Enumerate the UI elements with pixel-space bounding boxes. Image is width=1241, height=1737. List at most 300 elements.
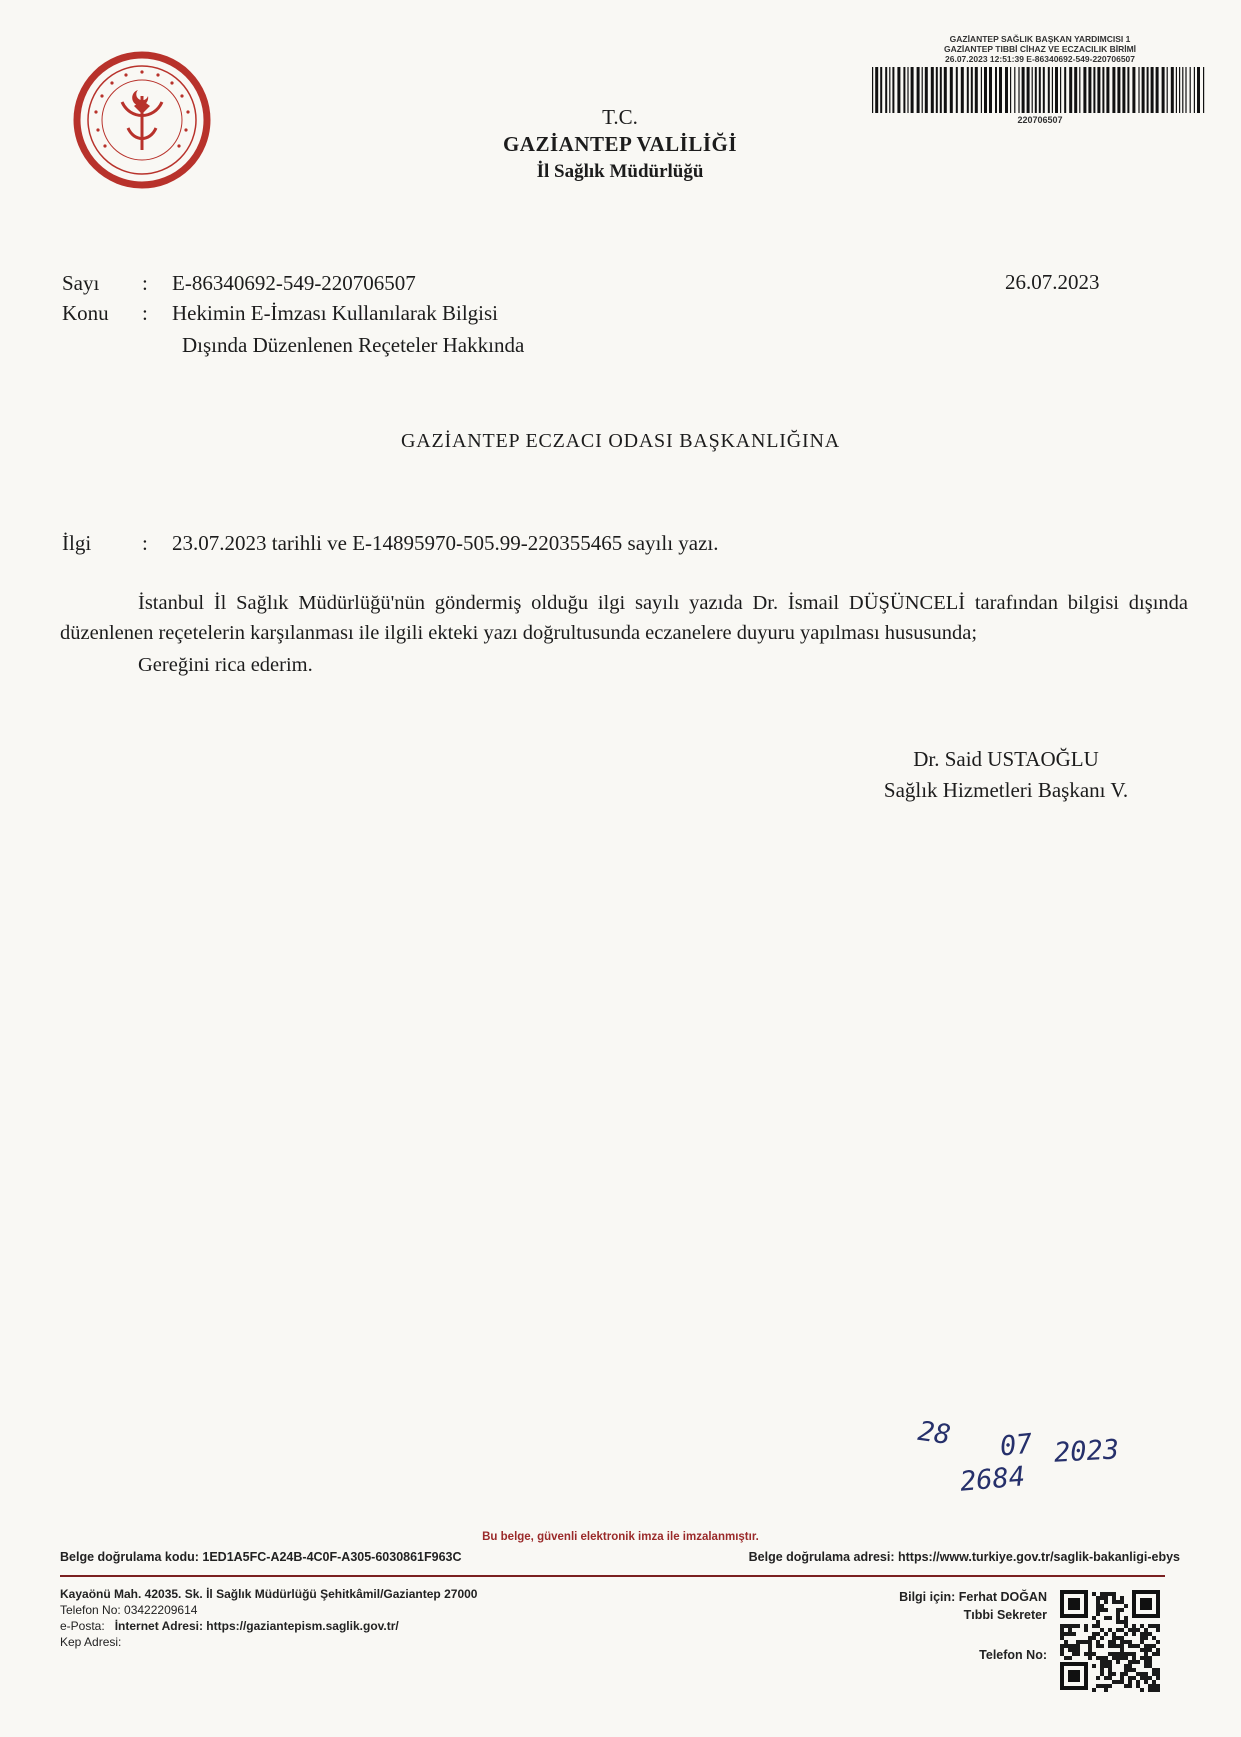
qr-module <box>1084 1652 1088 1656</box>
qr-module <box>1072 1648 1076 1652</box>
barcode-bar <box>1182 67 1183 113</box>
qr-module <box>1124 1632 1128 1636</box>
qr-module <box>1116 1608 1120 1612</box>
qr-module <box>1096 1612 1100 1616</box>
verification-code: Belge doğrulama kodu: 1ED1A5FC-A24B-4C0F-A305-6030861F963C <box>60 1550 462 1564</box>
qr-module <box>1120 1672 1124 1676</box>
qr-module <box>1092 1616 1096 1620</box>
qr-module <box>1104 1664 1108 1668</box>
phone-line: Telefon No: 03422209614 <box>60 1603 198 1617</box>
qr-module <box>1108 1660 1112 1664</box>
qr-module <box>1120 1608 1124 1612</box>
qr-module <box>1088 1656 1092 1660</box>
barcode-bar <box>1151 67 1154 113</box>
qr-module <box>1096 1604 1100 1608</box>
qr-module <box>1068 1624 1072 1628</box>
qr-module <box>1120 1620 1124 1624</box>
qr-module <box>1084 1624 1088 1628</box>
qr-module <box>1148 1660 1152 1664</box>
barcode-bar <box>1064 67 1066 113</box>
qr-module <box>1096 1608 1100 1612</box>
barcode-caption-1: GAZİANTEP SAĞLIK BAŞKAN YARDIMCISI 1 <box>949 34 1131 44</box>
qr-module <box>1060 1644 1064 1648</box>
qr-module <box>1112 1680 1116 1684</box>
qr-module <box>1128 1668 1132 1672</box>
qr-module <box>1128 1676 1132 1680</box>
barcode-bar <box>1083 67 1086 113</box>
qr-module <box>1116 1628 1120 1632</box>
qr-module <box>1132 1644 1136 1648</box>
barcode-bar <box>907 67 908 113</box>
barcode-bar <box>1190 67 1191 113</box>
qr-module <box>1108 1592 1112 1596</box>
barcode-bar <box>1093 67 1095 113</box>
qr-module <box>1064 1644 1068 1648</box>
qr-module <box>1112 1632 1116 1636</box>
barcode-bar <box>1005 67 1008 113</box>
qr-module <box>1152 1688 1156 1692</box>
qr-module <box>1128 1652 1132 1656</box>
barcode-bar <box>872 67 873 113</box>
barcode-bar <box>940 67 942 113</box>
barcode-bar <box>1106 67 1109 113</box>
qr-module <box>1148 1664 1152 1668</box>
qr-module <box>1112 1640 1116 1644</box>
qr-module <box>1128 1644 1132 1648</box>
sayi-row: Sayı : E-86340692-549-220706507 <box>62 268 416 298</box>
sayi-value: E-86340692-549-220706507 <box>172 271 416 295</box>
qr-module <box>1072 1624 1076 1628</box>
qr-module <box>1112 1672 1116 1676</box>
barcode-bar <box>1043 67 1045 113</box>
barcode-bar <box>989 67 992 113</box>
qr-module <box>1124 1656 1128 1660</box>
qr-module <box>1088 1652 1092 1656</box>
barcode-bar <box>981 67 982 113</box>
document-date: 26.07.2023 <box>1005 270 1100 294</box>
barcode-bar <box>1069 67 1072 113</box>
info-phone: Telefon No: <box>979 1648 1047 1662</box>
qr-module <box>1104 1688 1108 1692</box>
barcode-bar <box>1052 67 1053 113</box>
qr-module <box>1100 1668 1104 1672</box>
barcode-bar <box>1142 67 1145 113</box>
qr-module <box>1116 1616 1120 1620</box>
barcode-bar <box>1194 67 1195 113</box>
qr-module <box>1152 1672 1156 1676</box>
qr-module <box>1152 1684 1156 1688</box>
qr-module <box>1064 1640 1068 1644</box>
qr-module <box>1100 1660 1104 1664</box>
barcode-bar <box>975 67 978 113</box>
qr-module <box>1132 1652 1136 1656</box>
barcode-bar <box>1014 67 1015 113</box>
qr-module <box>1072 1652 1076 1656</box>
qr-module <box>1136 1660 1140 1664</box>
barcode-bar <box>1097 67 1100 113</box>
barcode-bar <box>1162 67 1165 113</box>
qr-module <box>1152 1636 1156 1640</box>
qr-module <box>1144 1628 1148 1632</box>
barcode-bar <box>1179 67 1180 113</box>
barcode-bar <box>995 67 997 113</box>
qr-code <box>1060 1590 1160 1695</box>
barcode-bar <box>936 67 938 113</box>
qr-module <box>1076 1640 1080 1644</box>
qr-module <box>1112 1656 1116 1660</box>
qr-module <box>1112 1596 1116 1600</box>
qr-module <box>1096 1656 1100 1660</box>
qr-module <box>1072 1632 1076 1636</box>
qr-module <box>1132 1656 1136 1660</box>
qr-module <box>1116 1652 1120 1656</box>
qr-module <box>1092 1624 1096 1628</box>
barcode-bar <box>961 67 964 113</box>
barcode-bar <box>1176 67 1177 113</box>
qr-module <box>1108 1640 1112 1644</box>
barcode-caption-2: GAZİANTEP TIBBİ CİHAZ VE ECZACILIK BİRİMİ <box>943 44 1137 54</box>
qr-module <box>1068 1648 1072 1652</box>
qr-module <box>1128 1640 1132 1644</box>
barcode-bar <box>1010 67 1011 113</box>
qr-module <box>1104 1660 1108 1664</box>
qr-module <box>1068 1632 1072 1636</box>
qr-module <box>1060 1624 1064 1628</box>
barcode-bar <box>1171 67 1174 113</box>
qr-module <box>1144 1644 1148 1648</box>
ilgi-row: İlgi : 23.07.2023 tarihli ve E-14895970-505.99-220355465 sayılı yazı. <box>62 528 719 558</box>
qr-module <box>1148 1656 1152 1660</box>
qr-module <box>1068 1656 1072 1660</box>
qr-module <box>1108 1672 1112 1676</box>
qr-module <box>1156 1688 1160 1692</box>
qr-module <box>1060 1648 1064 1652</box>
qr-module <box>1144 1656 1148 1660</box>
qr-module <box>1140 1624 1144 1628</box>
qr-module <box>1148 1688 1152 1692</box>
barcode-bar <box>1039 67 1041 113</box>
barcode-bar <box>1022 67 1025 113</box>
qr-module <box>1148 1632 1152 1636</box>
qr-module <box>1120 1676 1124 1680</box>
barcode-bar <box>911 67 914 113</box>
barcode-bar <box>1048 67 1050 113</box>
signer-title: Sağlık Hizmetleri Başkanı V. <box>883 778 1129 802</box>
qr-module <box>1132 1660 1136 1664</box>
qr-module <box>1120 1648 1124 1652</box>
qr-module <box>1156 1628 1160 1632</box>
barcode-bar <box>1027 67 1030 113</box>
qr-module <box>1148 1684 1152 1688</box>
qr-module <box>1140 1636 1144 1640</box>
qr-module <box>1120 1596 1124 1600</box>
qr-module <box>1136 1680 1140 1684</box>
qr-module <box>1124 1640 1128 1644</box>
qr-module <box>1076 1624 1080 1628</box>
qr-module <box>1120 1640 1124 1644</box>
qr-module <box>1152 1668 1156 1672</box>
qr-module <box>1092 1592 1096 1596</box>
signer-name: Dr. Said USTAOĞLU <box>913 747 1099 771</box>
barcode-bar <box>950 67 953 113</box>
qr-module <box>1120 1680 1124 1684</box>
barcode-number: 220706507 <box>1017 115 1063 125</box>
qr-module <box>1128 1684 1132 1688</box>
konu-line-1: Hekimin E-İmzası Kullanılarak Bilgisi <box>172 301 499 325</box>
handwritten-number: 2684 <box>958 1461 1027 1498</box>
barcode-bar <box>1132 67 1135 113</box>
qr-module <box>1100 1636 1104 1640</box>
qr-module <box>1136 1672 1140 1676</box>
country-label: T.C. <box>602 105 638 129</box>
qr-module <box>1108 1652 1112 1656</box>
qr-module <box>1144 1664 1148 1668</box>
barcode-bar <box>1018 67 1019 113</box>
qr-module <box>1156 1684 1160 1688</box>
internet-address[interactable]: İnternet Adresi: https://gaziantepism.saglik.gov.tr/ <box>114 1619 399 1633</box>
verification-url[interactable]: Belge doğrulama adresi: https://www.turkiye.gov.tr/saglik-bakanligi-ebys <box>748 1550 1180 1564</box>
qr-module <box>1112 1644 1116 1648</box>
barcode-bar <box>1117 67 1120 113</box>
qr-module <box>1156 1652 1160 1656</box>
qr-module <box>1148 1644 1152 1648</box>
barcode-bar <box>931 67 934 113</box>
qr-module <box>1060 1636 1064 1640</box>
konu-row: Konu : Hekimin E-İmzası Kullanılarak Bilgisi <box>62 298 498 328</box>
barcode-bar <box>1112 67 1115 113</box>
qr-module <box>1064 1624 1068 1628</box>
qr-module <box>1140 1656 1144 1660</box>
barcode-bar <box>1203 67 1204 113</box>
qr-module <box>1140 1688 1144 1692</box>
qr-module <box>1108 1644 1112 1648</box>
qr-module <box>1076 1652 1080 1656</box>
qr-module <box>1144 1660 1148 1664</box>
qr-module <box>1116 1656 1120 1660</box>
qr-module <box>1096 1684 1100 1688</box>
qr-module <box>1144 1652 1148 1656</box>
barcode-bar <box>1122 67 1125 113</box>
qr-module <box>1104 1632 1108 1636</box>
email-label: e-Posta: <box>60 1619 105 1633</box>
qr-module <box>1144 1672 1148 1676</box>
body-paragraph: İstanbul İl Sağlık Müdürlüğü'nün göndermiş olduğu ilgi sayılı yazıda Dr. İsmail DÜŞÜNCELİ tarafından bilgisi dışında düzenlenen reçetelerin karşılanması ile ilgili ekteki yazı doğrultusunda eczanelere duyuru yapılması hususunda; <box>60 592 1188 644</box>
qr-module <box>1156 1640 1160 1644</box>
qr-module <box>1096 1640 1100 1644</box>
qr-module <box>1104 1676 1108 1680</box>
contact-person-block <box>780 1588 1047 1664</box>
barcode-bar <box>1055 67 1058 113</box>
qr-module <box>1140 1648 1144 1652</box>
qr-module <box>1124 1604 1128 1608</box>
qr-module <box>1116 1612 1120 1616</box>
qr-module <box>1088 1648 1092 1652</box>
letterhead <box>420 104 820 185</box>
qr-module <box>1144 1636 1148 1640</box>
qr-module <box>1108 1628 1112 1632</box>
barcode-bar <box>1156 67 1159 113</box>
barcode-bar <box>875 67 878 113</box>
barcode-bar <box>999 67 1002 113</box>
qr-finder-pattern <box>1068 1598 1080 1610</box>
qr-module <box>1092 1652 1096 1656</box>
qr-module <box>1132 1632 1136 1636</box>
qr-module <box>1104 1684 1108 1688</box>
barcode-bar <box>1074 67 1077 113</box>
qr-module <box>1088 1636 1092 1640</box>
footer-divider <box>60 1575 1165 1577</box>
barcode-bar <box>1088 67 1091 113</box>
barcode-caption-3: 26.07.2023 12:51:39 E-86340692-549-220706507 <box>945 54 1135 64</box>
barcode-bar <box>967 67 969 113</box>
qr-module <box>1104 1656 1108 1660</box>
qr-module <box>1136 1684 1140 1688</box>
qr-module <box>1140 1632 1144 1636</box>
qr-module <box>1128 1660 1132 1664</box>
barcode-bar <box>971 67 973 113</box>
qr-module <box>1092 1688 1096 1692</box>
governorship-title: GAZİANTEP VALİLİĞİ <box>502 132 738 156</box>
handwritten-receipt <box>910 1415 1140 1508</box>
qr-module <box>1124 1664 1128 1668</box>
info-role: Tıbbi Sekreter <box>963 1608 1047 1622</box>
qr-module <box>1076 1644 1080 1648</box>
qr-module <box>1108 1664 1112 1668</box>
qr-module <box>1060 1632 1064 1636</box>
qr-module <box>1108 1676 1112 1680</box>
qr-module <box>1120 1636 1124 1640</box>
qr-module <box>1156 1672 1160 1676</box>
qr-module <box>1148 1624 1152 1628</box>
qr-module <box>1136 1628 1140 1632</box>
ilgi-value: 23.07.2023 tarihli ve E-14895970-505.99-220355465 sayılı yazı. <box>172 531 719 555</box>
qr-module <box>1148 1676 1152 1680</box>
barcode-bar <box>880 67 882 113</box>
barcode-bar <box>984 67 987 113</box>
qr-module <box>1156 1648 1160 1652</box>
closing-line: Gereğini rica ederim. <box>138 654 313 676</box>
qr-module <box>1092 1664 1096 1668</box>
qr-module <box>1100 1608 1104 1612</box>
handwritten-day: 28 <box>916 1415 953 1452</box>
qr-module <box>1120 1656 1124 1660</box>
qr-module <box>1132 1676 1136 1680</box>
barcode-bar <box>1167 67 1168 113</box>
barcode <box>870 67 1210 113</box>
qr-module <box>1096 1676 1100 1680</box>
qr-module <box>1120 1628 1124 1632</box>
barcode-bar <box>1127 67 1129 113</box>
qr-module <box>1140 1640 1144 1644</box>
esignature-note: Bu belge, güvenli elektronik imza ile imzalanmıştır. <box>482 1531 759 1543</box>
qr-module <box>1072 1644 1076 1648</box>
qr-module <box>1128 1664 1132 1668</box>
qr-module <box>1128 1628 1132 1632</box>
qr-module <box>1152 1644 1156 1648</box>
barcode-bar <box>917 67 920 113</box>
qr-module <box>1124 1624 1128 1628</box>
barcode-bar <box>922 67 923 113</box>
qr-module <box>1100 1684 1104 1688</box>
qr-module <box>1120 1600 1124 1604</box>
barcode-block <box>870 34 1210 125</box>
barcode-bar <box>1035 67 1037 113</box>
qr-module <box>1100 1672 1104 1676</box>
qr-module <box>1084 1628 1088 1632</box>
qr-module <box>1116 1680 1120 1684</box>
qr-module <box>1140 1672 1144 1676</box>
qr-module <box>1064 1632 1068 1636</box>
qr-finder-pattern <box>1068 1670 1080 1682</box>
qr-module <box>1104 1592 1108 1596</box>
qr-module <box>1124 1616 1128 1620</box>
qr-module <box>1108 1616 1112 1620</box>
qr-module <box>1144 1648 1148 1652</box>
qr-module <box>1096 1600 1100 1604</box>
qr-module <box>1060 1628 1064 1632</box>
qr-module <box>1088 1640 1092 1644</box>
qr-module <box>1128 1680 1132 1684</box>
qr-module <box>1100 1628 1104 1632</box>
barcode-bar <box>1079 67 1080 113</box>
barcode-bar <box>1185 67 1186 113</box>
qr-module <box>1104 1596 1108 1600</box>
qr-module <box>1120 1644 1124 1648</box>
qr-module <box>1100 1644 1104 1648</box>
qr-module <box>1064 1656 1068 1660</box>
barcode-bar <box>889 67 890 113</box>
qr-module <box>1100 1596 1104 1600</box>
address-line: Kayaönü Mah. 42035. Sk. İl Sağlık Müdürlüğü Şehitkâmil/Gaziantep 27000 <box>60 1587 478 1601</box>
qr-module <box>1112 1652 1116 1656</box>
qr-module <box>1104 1616 1108 1620</box>
qr-module <box>1100 1664 1104 1668</box>
qr-module <box>1116 1600 1120 1604</box>
handwritten-month: 07 <box>998 1428 1035 1463</box>
ilgi-label: İlgi <box>62 531 92 555</box>
sayi-label: Sayı <box>62 271 100 295</box>
qr-module <box>1116 1620 1120 1624</box>
qr-module <box>1108 1684 1112 1688</box>
barcode-bar <box>897 67 900 113</box>
addressee: GAZİANTEP ECZACI ODASI BAŞKANLIĞINA <box>401 430 840 452</box>
barcode-bar <box>1102 67 1104 113</box>
qr-module <box>1112 1592 1116 1596</box>
qr-module <box>1080 1640 1084 1644</box>
qr-module <box>1132 1668 1136 1672</box>
barcode-bar <box>925 67 928 113</box>
qr-module <box>1144 1632 1148 1636</box>
qr-module <box>1136 1644 1140 1648</box>
qr-module <box>1148 1648 1152 1652</box>
letter-body <box>60 588 1188 680</box>
qr-module <box>1124 1620 1128 1624</box>
qr-module <box>1132 1628 1136 1632</box>
qr-module <box>1092 1632 1096 1636</box>
qr-module <box>1140 1676 1144 1680</box>
qr-module <box>1092 1636 1096 1640</box>
qr-module <box>1100 1592 1104 1596</box>
konu-line-2: Dışında Düzenlenen Reçeteler Hakkında <box>182 333 525 357</box>
qr-module <box>1152 1624 1156 1628</box>
barcode-bar <box>892 67 894 113</box>
qr-module <box>1156 1676 1160 1680</box>
qr-module <box>1112 1636 1116 1640</box>
qr-module <box>1116 1644 1120 1648</box>
info-person: Bilgi için: Ferhat DOĞAN <box>899 1590 1047 1604</box>
qr-module <box>1100 1656 1104 1660</box>
barcode-bar <box>944 67 947 113</box>
